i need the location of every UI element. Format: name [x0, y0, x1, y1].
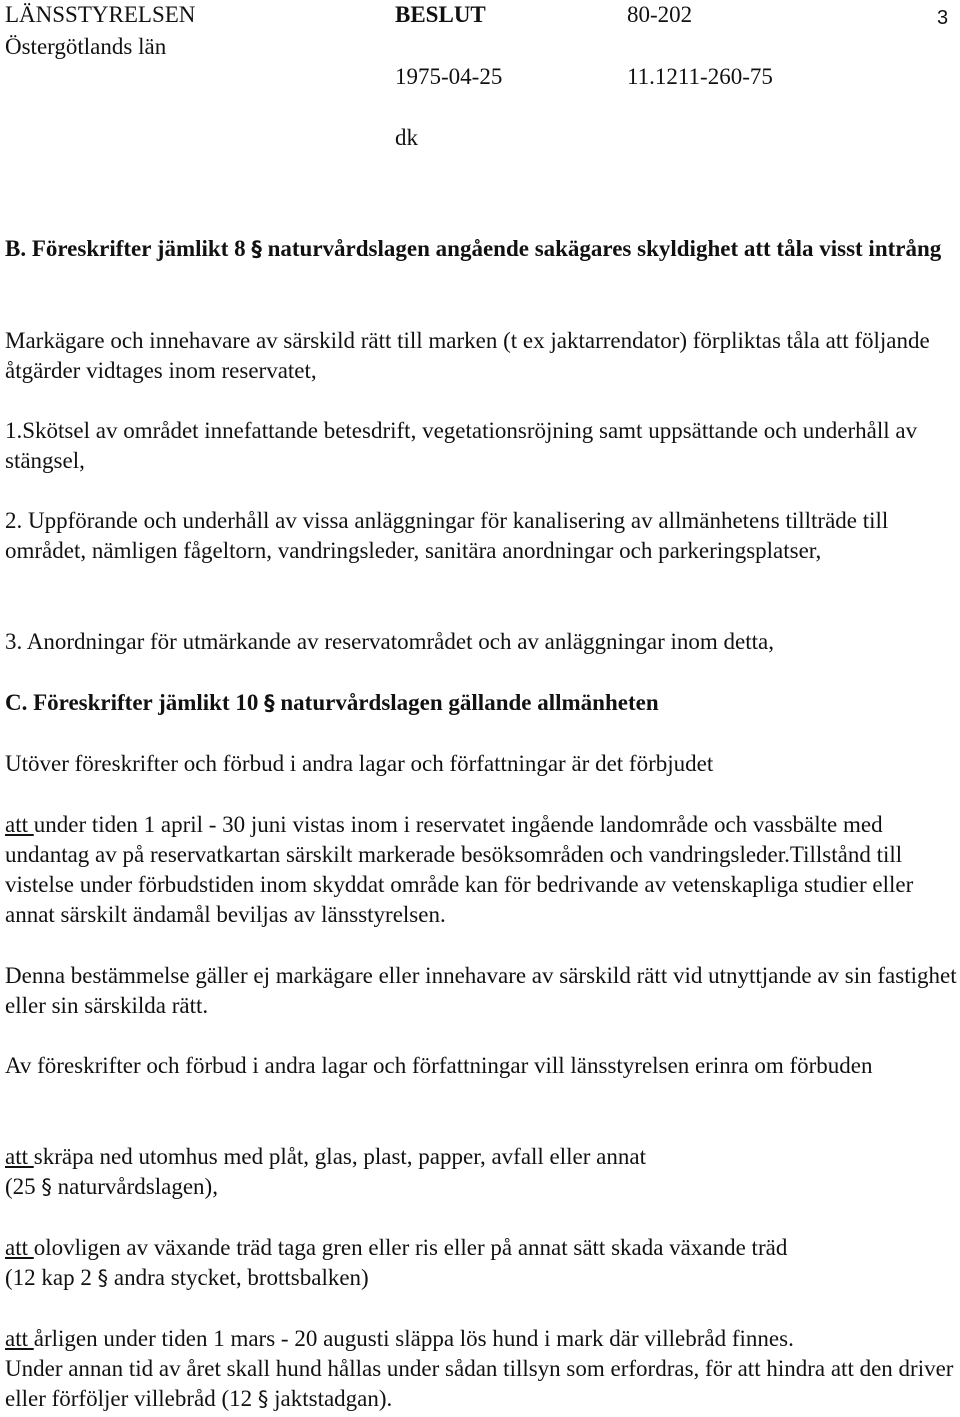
prohibition-dogs: att årligen under tiden 1 mars - 20 augusti släppa lös hund i mark där villebråd finnes. Under annan tid av året skall hund hållas under sådan tillsyn som erfordras, för att hindra att den driver eller förföljer villebråd (12 § jaktstadgan).: [5, 1326, 954, 1411]
prohibition-littering: att skräpa ned utomhus med plåt, glas, plast, papper, avfall eller annat (25 § naturvårdslagen),: [5, 1144, 646, 1199]
section-sign-icon: §: [97, 1266, 109, 1290]
reminder-paragraph: Av föreskrifter och förbud i andra lagar och författningar vill länsstyrelsen erinra om förbuden: [5, 1053, 873, 1078]
section-sign-icon: §: [264, 691, 275, 715]
section-sign-icon: §: [251, 237, 262, 261]
section-b-item-3: 3. Anordningar för utmärkande av reservatområdet och av anläggningar inom detta,: [5, 629, 774, 654]
att-marker: att: [5, 1235, 34, 1260]
att-marker: att: [5, 812, 34, 837]
section-b-item-1: 1.Skötsel av området innefattande betesdrift, vegetationsröjning samt uppsättande och underhåll av stängsel,: [5, 418, 918, 473]
agency-name: LÄNSSTYRELSEN: [5, 2, 196, 27]
att-marker: att: [5, 1144, 34, 1169]
document-type: BESLUT: [395, 2, 486, 27]
section-b-intro: Markägare och innehavare av särskild rätt till marken (t ex jaktarrendator) förpliktas tåla att följande åtgärder vidtages inom reservatet,: [5, 328, 930, 383]
reference-number: 11.1211-260-75: [627, 64, 773, 89]
form-number: 80-202: [627, 2, 693, 27]
att-marker: att: [5, 1326, 34, 1351]
section-sign-icon: §: [257, 1387, 269, 1411]
section-b-item-2: 2. Uppförande och underhåll av vissa anläggningar för kanalisering av allmänhetens tillträde till området, nämligen fågeltorn, vandringsleder, sanitära anordningar och parkeringsplatser,: [5, 508, 889, 563]
author-initials: dk: [395, 125, 418, 150]
prohibition-tree-damage: att olovligen av växande träd taga gren eller ris eller på annat sätt skada växande träd (12 kap 2 § andra stycket, brottsbalken): [5, 1235, 788, 1290]
section-c-heading: C. Föreskrifter jämlikt 10 § naturvårdslagen gällande allmänheten: [5, 690, 659, 715]
landowner-exemption: Denna bestämmelse gäller ej markägare eller innehavare av särskild rätt vid utnyttjande av sin fastighet eller sin särskilda rätt.: [5, 963, 957, 1018]
section-b-heading: B. Föreskrifter jämlikt 8 § naturvårdslagen angående sakägares skyldighet att tåla visst intrång: [5, 236, 942, 261]
decision-date: 1975-04-25: [395, 64, 503, 89]
section-sign-icon: §: [41, 1175, 52, 1199]
section-c-intro: Utöver föreskrifter och förbud i andra lagar och författningar är det förbjudet: [5, 751, 714, 776]
prohibition-access: att under tiden 1 april - 30 juni vistas inom i reservatet ingående landområde och vassbälte med undantag av på reservatkartan särskilt markerade besöksområden och vandringsleder.Tillstånd till vistelse under förbudstiden inom skyddat område kan för bedrivande av vetenskapliga studier eller annat särskilt ändamål beviljas av länsstyrelsen.: [5, 812, 914, 927]
county-name: Östergötlands län: [5, 34, 167, 59]
page-number: 3: [937, 7, 949, 29]
